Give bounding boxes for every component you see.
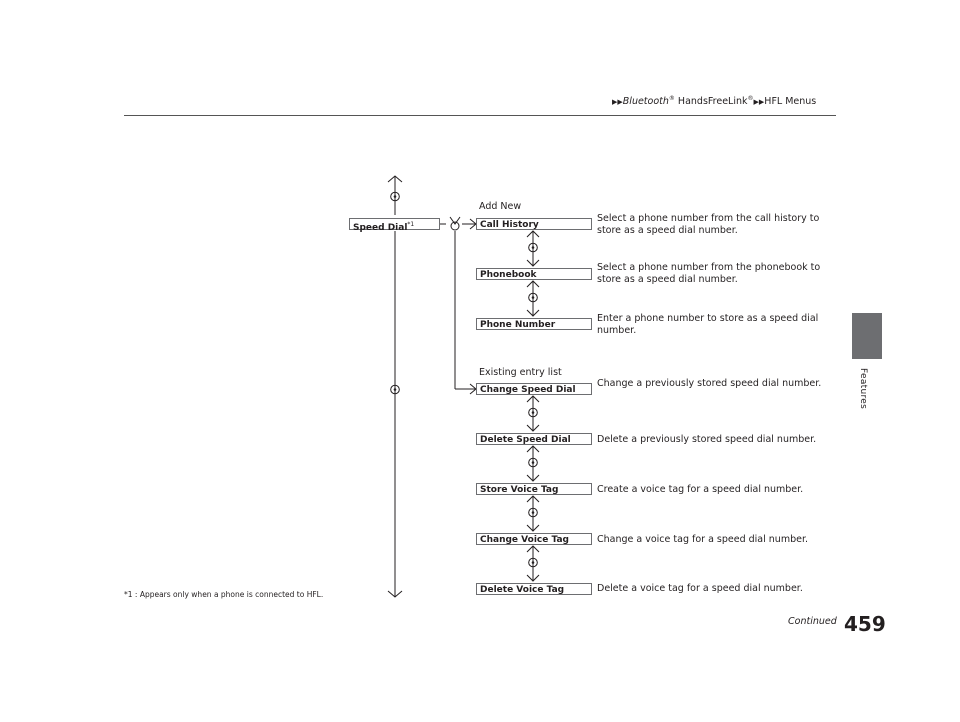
description-change-speed-dial: Change a previously stored speed dial number.	[597, 378, 822, 389]
menu-box-phonebook: Phonebook	[476, 268, 592, 280]
description-store-voice-tag: Create a voice tag for a speed dial number.	[597, 484, 804, 495]
menu-box-phone-number: Phone Number	[476, 318, 592, 330]
breadcrumb-bluetooth: Bluetooth	[622, 96, 669, 108]
add-new-heading: Add New	[479, 201, 522, 212]
press-knob-icon	[450, 217, 460, 230]
breadcrumb-arrow-icon: ▶▶	[753, 98, 765, 107]
menu-box-change-voice-tag: Change Voice Tag	[476, 533, 592, 545]
footnote-ref: *1	[407, 221, 415, 228]
menu-box-store-voice-tag: Store Voice Tag	[476, 483, 592, 495]
speed-dial-label: Speed Dial	[353, 223, 408, 233]
footnote: *1 : Appears only when a phone is connected to HFL.	[124, 590, 324, 599]
description-phone-number: Enter a phone number to store as a speed dial number.	[597, 313, 819, 336]
page-number: 459	[844, 612, 886, 636]
description-delete-voice-tag: Delete a voice tag for a speed dial number.	[597, 583, 803, 594]
registered-mark: ®	[747, 95, 754, 102]
menu-box-speed-dial	[349, 218, 440, 233]
breadcrumb-hfl-menus: HFL Menus	[764, 96, 817, 108]
breadcrumb-arrow-icon: ▶▶	[612, 98, 623, 107]
description-call-history: Select a phone number from the call history to store as a speed dial number.	[597, 213, 820, 236]
continued-label: Continued	[788, 616, 837, 627]
menu-box-delete-speed-dial: Delete Speed Dial	[476, 433, 592, 445]
menu-box-call-history: Call History	[476, 218, 592, 230]
registered-mark: ®	[668, 95, 675, 102]
description-delete-speed-dial: Delete a previously stored speed dial number.	[597, 434, 817, 445]
description-phonebook: Select a phone number from the phonebook to store as a speed dial number.	[597, 262, 821, 285]
menu-box-change-speed-dial: Change Speed Dial	[476, 383, 592, 395]
chapter-tab-label: Features	[858, 368, 868, 410]
existing-entry-heading: Existing entry list	[479, 367, 562, 378]
menu-box-delete-voice-tag: Delete Voice Tag	[476, 583, 592, 595]
breadcrumb-handsfreelink: HandsFreeLink	[674, 96, 748, 108]
description-change-voice-tag: Change a voice tag for a speed dial number.	[597, 534, 809, 545]
